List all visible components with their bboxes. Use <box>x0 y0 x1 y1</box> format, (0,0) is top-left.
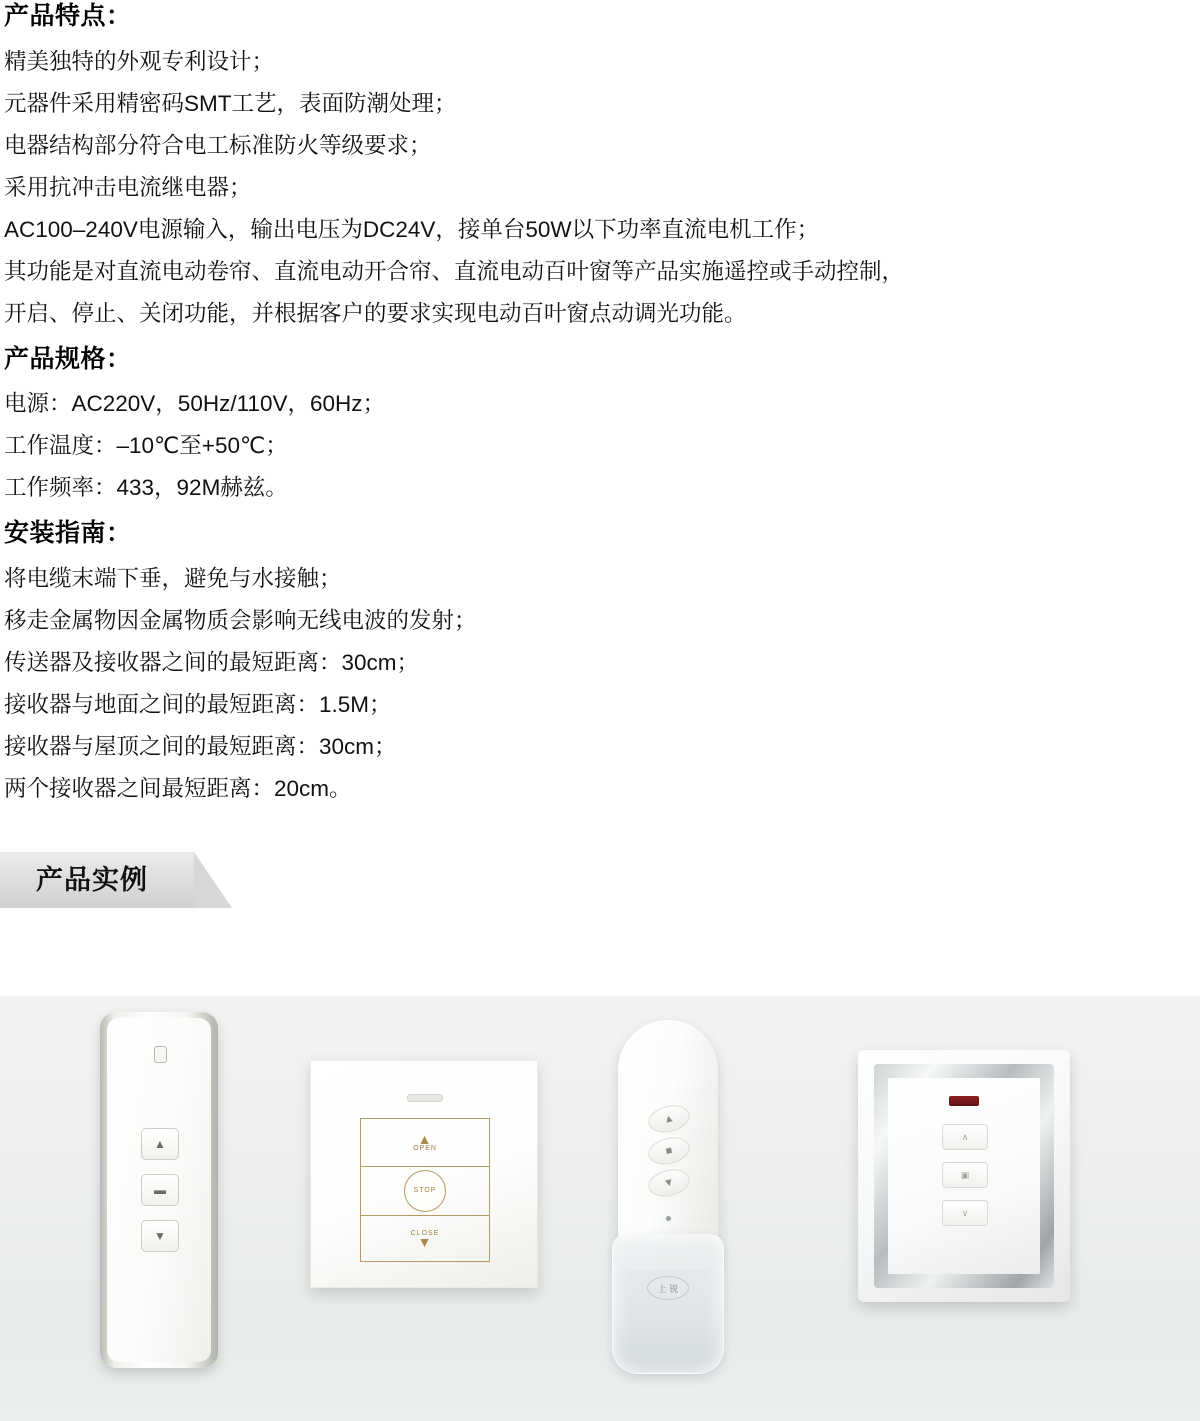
status-indicator-icon <box>949 1096 979 1106</box>
installation-line: 接收器与屋顶之间的最短距离：30cm； <box>4 733 397 759</box>
indicator-icon <box>154 1046 167 1063</box>
panel-stop-label: STOP <box>404 1170 446 1212</box>
panel-close-key[interactable] <box>361 1215 489 1263</box>
product-slim-wall-remote <box>100 1012 218 1368</box>
installation-line: 传送器及接收器之间的最短距离：30cm； <box>4 649 420 675</box>
feature-line: 其功能是对直流电动卷帘、直流电动开合帘、直流电动百叶窗等产品实施遥控或手动控制， <box>4 258 905 284</box>
feature-line: AC100–240V电源输入，输出电压为DC24V，接单台50W以下功率直流电机工作； <box>4 216 820 242</box>
section-title-features: 产品特点： <box>4 2 132 30</box>
handheld-stop-button[interactable]: ■ <box>645 1133 692 1168</box>
product-chrome-wall-switch <box>858 1050 1070 1302</box>
spec-line: 工作频率：433，92M赫兹。 <box>4 475 288 500</box>
product-gallery <box>0 996 1200 1421</box>
handheld-down-button[interactable]: ▼ <box>645 1165 692 1200</box>
spacer <box>4 509 1200 517</box>
feature-line: 元器件采用精密码SMT工艺，表面防潮处理； <box>4 90 457 116</box>
installation-line: 移走金属物因金属物质会影响无线电波的发射； <box>4 607 477 633</box>
spec-line: 电源：AC220V，50Hz/110V，60Hz； <box>4 391 385 416</box>
banner-ribbon: 产品实例 <box>0 852 194 908</box>
panel-slot-icon <box>407 1094 443 1102</box>
feature-line: 精美独特的外观专利设计； <box>4 48 275 74</box>
section-title-installation: 安装指南： <box>4 519 132 547</box>
product-handheld-remote <box>612 1020 724 1372</box>
switch-inner-face <box>888 1078 1040 1274</box>
spec-line: 工作温度：–10℃至+50℃； <box>4 433 288 458</box>
down-button[interactable]: ▼ <box>141 1220 179 1252</box>
feature-line: 电器结构部分符合电工标准防火等级要求； <box>4 132 432 158</box>
spacer <box>4 335 1200 343</box>
feature-line: 开启、停止、关闭功能，并根据客户的要求实现电动百叶窗点动调光功能。 <box>4 300 747 326</box>
panel-stop-key[interactable] <box>361 1166 489 1214</box>
banner-ribbon-wrap <box>0 852 1200 914</box>
switch-up-button[interactable]: ∧ <box>942 1124 988 1150</box>
installation-line: 接收器与地面之间的最短距离：1.5M； <box>4 691 392 717</box>
handheld-up-button[interactable]: ▲ <box>645 1101 692 1136</box>
feature-line: 采用抗冲击电流继电器； <box>4 174 252 200</box>
installation-line: 两个接收器之间最短距离：20cm。 <box>4 775 352 801</box>
chevron-up-icon: ▲ <box>417 1130 433 1147</box>
chevron-down-icon: ▼ <box>417 1234 433 1251</box>
product-square-wall-panel <box>310 1060 538 1288</box>
switch-stop-button[interactable]: ▣ <box>942 1162 988 1188</box>
up-button[interactable]: ▲ <box>141 1128 179 1160</box>
panel-key-group <box>360 1118 490 1262</box>
panel-open-label: OPEN <box>413 1144 437 1152</box>
stop-button[interactable]: ▬ <box>141 1174 179 1206</box>
handheld-holder <box>612 1234 724 1374</box>
switch-down-button[interactable]: ∨ <box>942 1200 988 1226</box>
panel-open-key[interactable] <box>361 1119 489 1166</box>
section-title-specs: 产品规格： <box>4 344 132 373</box>
panel-close-label: CLOSE <box>410 1230 440 1238</box>
handheld-holder-label: 上 锐 <box>647 1276 689 1300</box>
installation-line: 将电缆末端下垂，避免与水接触； <box>4 565 342 591</box>
led-dot-icon <box>666 1216 671 1221</box>
